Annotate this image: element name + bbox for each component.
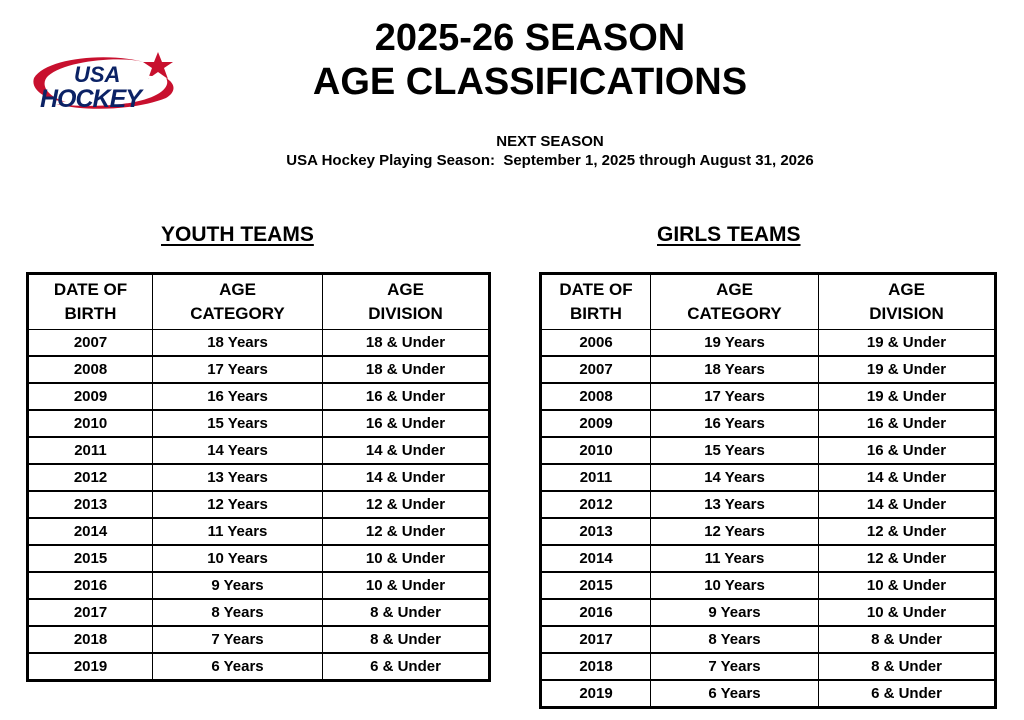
- table-row: [28, 599, 490, 626]
- table-row: [28, 491, 490, 518]
- cell-date-of-birth: 2007: [28, 330, 153, 357]
- cell-age-category: 8 Years: [651, 626, 819, 653]
- cell-age-category: 18 Years: [651, 356, 819, 383]
- cell-age-division: 16 & Under: [819, 437, 996, 464]
- cell-age-category: 14 Years: [153, 437, 323, 464]
- header-text: DATE OF: [559, 280, 633, 299]
- table-row: [28, 518, 490, 545]
- cell-age-division: 19 & Under: [819, 356, 996, 383]
- cell-date-of-birth: 2015: [541, 572, 651, 599]
- table-row: [541, 383, 996, 410]
- cell-age-category: 13 Years: [651, 491, 819, 518]
- cell-date-of-birth: 2019: [541, 680, 651, 708]
- col-header-date-of-birth: [541, 274, 651, 330]
- cell-age-division: 18 & Under: [323, 356, 490, 383]
- cell-age-division: 12 & Under: [819, 545, 996, 572]
- page-title-line2: AGE CLASSIFICATIONS: [312, 61, 748, 103]
- cell-age-category: 16 Years: [153, 383, 323, 410]
- table-row: [541, 626, 996, 653]
- cell-age-category: 9 Years: [153, 572, 323, 599]
- table-header-row: [28, 274, 490, 330]
- table-row: [28, 356, 490, 383]
- cell-date-of-birth: 2016: [28, 572, 153, 599]
- cell-age-division: 10 & Under: [819, 599, 996, 626]
- cell-age-division: 6 & Under: [819, 680, 996, 708]
- cell-age-category: 9 Years: [651, 599, 819, 626]
- cell-date-of-birth: 2019: [28, 653, 153, 681]
- table-row: [541, 518, 996, 545]
- cell-date-of-birth: 2013: [541, 518, 651, 545]
- cell-date-of-birth: 2015: [28, 545, 153, 572]
- cell-age-category: 19 Years: [651, 330, 819, 357]
- girls-teams-heading: GIRLS TEAMS: [657, 223, 801, 246]
- cell-age-division: 14 & Under: [323, 437, 490, 464]
- cell-age-division: 10 & Under: [819, 572, 996, 599]
- cell-date-of-birth: 2011: [541, 464, 651, 491]
- cell-age-category: 15 Years: [153, 410, 323, 437]
- header-text: AGE: [387, 280, 424, 299]
- usa-hockey-logo: [26, 44, 186, 124]
- header-text: AGE: [219, 280, 256, 299]
- cell-date-of-birth: 2017: [541, 626, 651, 653]
- cell-date-of-birth: 2006: [541, 330, 651, 357]
- header-text: BIRTH: [64, 304, 117, 323]
- table-row: [541, 491, 996, 518]
- cell-age-division: 14 & Under: [819, 491, 996, 518]
- cell-date-of-birth: 2007: [541, 356, 651, 383]
- table-row: [541, 599, 996, 626]
- table-row: [541, 356, 996, 383]
- col-header-age-category: [153, 274, 323, 330]
- cell-age-category: 7 Years: [153, 626, 323, 653]
- cell-age-category: 17 Years: [651, 383, 819, 410]
- cell-age-division: 16 & Under: [323, 383, 490, 410]
- next-season-label: NEXT SEASON: [496, 133, 604, 150]
- cell-age-category: 11 Years: [153, 518, 323, 545]
- table-row: [28, 437, 490, 464]
- cell-date-of-birth: 2009: [541, 410, 651, 437]
- cell-date-of-birth: 2010: [541, 437, 651, 464]
- table-header-row: [541, 274, 996, 330]
- table-row: [28, 464, 490, 491]
- header-text: DATE OF: [53, 280, 128, 299]
- table-row: [28, 330, 490, 357]
- table-row: [28, 626, 490, 653]
- cell-date-of-birth: 2008: [541, 383, 651, 410]
- cell-age-category: 6 Years: [153, 653, 323, 681]
- header-text: CATEGORY: [190, 304, 285, 323]
- header-text: DIVISION: [869, 304, 944, 323]
- logo-text-hockey: HOCKEY: [40, 85, 141, 113]
- cell-date-of-birth: 2018: [28, 626, 153, 653]
- cell-date-of-birth: 2008: [28, 356, 153, 383]
- table-row: [541, 653, 996, 680]
- table-row: [541, 572, 996, 599]
- cell-age-category: 12 Years: [651, 518, 819, 545]
- cell-date-of-birth: 2012: [28, 464, 153, 491]
- cell-age-division: 8 & Under: [323, 599, 490, 626]
- table-row: [28, 653, 490, 681]
- cell-age-category: 11 Years: [651, 545, 819, 572]
- cell-age-category: 17 Years: [153, 356, 323, 383]
- cell-age-category: 16 Years: [651, 410, 819, 437]
- table-row: [541, 680, 996, 708]
- cell-age-division: 10 & Under: [323, 572, 490, 599]
- table-row: [28, 383, 490, 410]
- col-header-date-of-birth: [28, 274, 153, 330]
- header-text: CATEGORY: [687, 304, 782, 323]
- cell-age-division: 8 & Under: [819, 653, 996, 680]
- cell-age-category: 10 Years: [153, 545, 323, 572]
- cell-age-category: 10 Years: [651, 572, 819, 599]
- cell-age-division: 18 & Under: [323, 330, 490, 357]
- cell-age-division: 8 & Under: [323, 626, 490, 653]
- header-text: BIRTH: [570, 304, 622, 323]
- col-header-age-division: [819, 274, 996, 330]
- cell-age-division: 6 & Under: [323, 653, 490, 681]
- logo-text-usa: USA: [74, 62, 121, 87]
- table-row: [541, 410, 996, 437]
- cell-age-division: 16 & Under: [323, 410, 490, 437]
- table-row: [541, 330, 996, 357]
- star-icon: [143, 52, 173, 79]
- cell-date-of-birth: 2014: [541, 545, 651, 572]
- girls-teams-table: [539, 272, 997, 709]
- cell-age-category: 18 Years: [153, 330, 323, 357]
- header-text: AGE: [716, 280, 753, 299]
- cell-date-of-birth: 2010: [28, 410, 153, 437]
- youth-teams-heading: YOUTH TEAMS: [161, 223, 314, 246]
- cell-date-of-birth: 2011: [28, 437, 153, 464]
- header-text: DIVISION: [368, 304, 443, 323]
- cell-age-division: 19 & Under: [819, 383, 996, 410]
- cell-age-category: 14 Years: [651, 464, 819, 491]
- cell-age-division: 14 & Under: [323, 464, 490, 491]
- cell-age-division: 19 & Under: [819, 330, 996, 357]
- table-row: [541, 464, 996, 491]
- cell-age-division: 10 & Under: [323, 545, 490, 572]
- cell-age-division: 14 & Under: [819, 464, 996, 491]
- table-row: [541, 545, 996, 572]
- cell-age-division: 12 & Under: [323, 491, 490, 518]
- cell-date-of-birth: 2013: [28, 491, 153, 518]
- cell-age-division: 12 & Under: [819, 518, 996, 545]
- cell-age-category: 15 Years: [651, 437, 819, 464]
- cell-age-division: 8 & Under: [819, 626, 996, 653]
- cell-date-of-birth: 2016: [541, 599, 651, 626]
- cell-date-of-birth: 2009: [28, 383, 153, 410]
- cell-age-category: 13 Years: [153, 464, 323, 491]
- cell-date-of-birth: 2018: [541, 653, 651, 680]
- table-row: [28, 410, 490, 437]
- cell-age-category: 12 Years: [153, 491, 323, 518]
- table-row: [28, 572, 490, 599]
- col-header-age-division: [323, 274, 490, 330]
- cell-age-category: 7 Years: [651, 653, 819, 680]
- table-row: [28, 545, 490, 572]
- cell-age-category: 6 Years: [651, 680, 819, 708]
- page-title-line1: 2025-26 SEASON: [374, 17, 686, 59]
- header-text: AGE: [888, 280, 925, 299]
- cell-date-of-birth: 2014: [28, 518, 153, 545]
- table-row: [541, 437, 996, 464]
- cell-age-division: 12 & Under: [323, 518, 490, 545]
- playing-season-dates: USA Hockey Playing Season: September 1, 2025 through August 31, 2026: [286, 152, 814, 169]
- cell-date-of-birth: 2012: [541, 491, 651, 518]
- cell-age-division: 16 & Under: [819, 410, 996, 437]
- col-header-age-category: [651, 274, 819, 330]
- cell-date-of-birth: 2017: [28, 599, 153, 626]
- cell-age-category: 8 Years: [153, 599, 323, 626]
- youth-teams-table: [26, 272, 491, 682]
